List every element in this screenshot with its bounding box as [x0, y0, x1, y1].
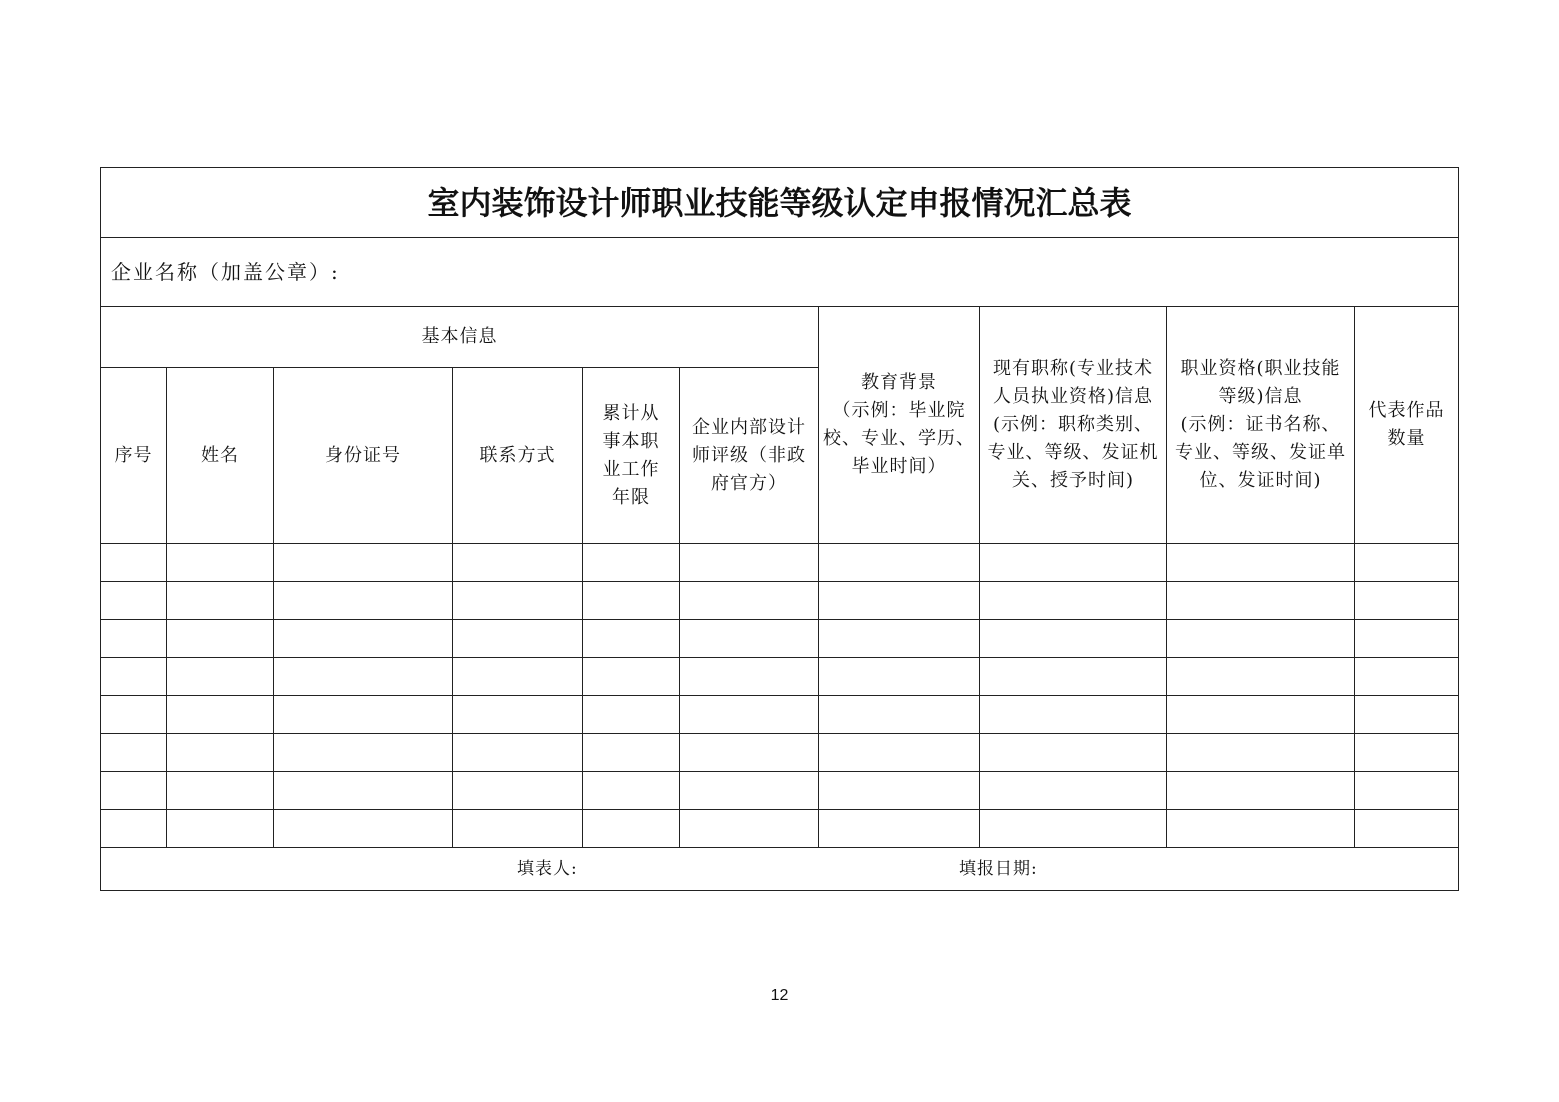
entry-cell[interactable] — [680, 658, 819, 696]
entry-cell[interactable] — [274, 810, 453, 848]
entry-cell[interactable] — [980, 658, 1167, 696]
entry-cell[interactable] — [1355, 734, 1459, 772]
entry-cell[interactable] — [274, 658, 453, 696]
years-header: 累计从 事本职 业工作 年限 — [583, 368, 680, 544]
seq-header: 序号 — [101, 368, 167, 544]
entry-cell[interactable] — [274, 772, 453, 810]
entry-cell[interactable] — [980, 810, 1167, 848]
entry-cell[interactable] — [1167, 658, 1355, 696]
entry-cell[interactable] — [680, 734, 819, 772]
entry-cell[interactable] — [453, 734, 583, 772]
entry-cell[interactable] — [453, 658, 583, 696]
entry-cell[interactable] — [680, 582, 819, 620]
id-number-header: 身份证号 — [274, 368, 453, 544]
entry-cell[interactable] — [101, 810, 167, 848]
qualification-header: 职业资格(职业技能 等级)信息 (示例：证书名称、 专业、等级、发证单 位、发证时间) — [1167, 307, 1355, 544]
entry-cell[interactable] — [980, 696, 1167, 734]
entry-cell[interactable] — [453, 810, 583, 848]
entry-cell[interactable] — [1355, 582, 1459, 620]
entry-cell[interactable] — [453, 772, 583, 810]
entry-cell[interactable] — [980, 582, 1167, 620]
company-name-field[interactable]: 企业名称（加盖公章）: — [101, 238, 1459, 307]
table-row — [101, 582, 1459, 620]
entry-cell[interactable] — [583, 544, 680, 582]
entry-cell[interactable] — [101, 734, 167, 772]
form-title: 室内装饰设计师职业技能等级认定申报情况汇总表 — [101, 168, 1459, 238]
entry-cell[interactable] — [1167, 696, 1355, 734]
entry-cell[interactable] — [274, 620, 453, 658]
entry-cell[interactable] — [819, 696, 980, 734]
entry-cell[interactable] — [167, 696, 274, 734]
title-row — [101, 168, 1459, 238]
entry-cell[interactable] — [1355, 810, 1459, 848]
entry-cell[interactable] — [274, 696, 453, 734]
entry-cell[interactable] — [583, 582, 680, 620]
entry-cell[interactable] — [167, 772, 274, 810]
entry-cell[interactable] — [1167, 544, 1355, 582]
professional-title-header: 现有职称(专业技术 人员执业资格)信息 (示例：职称类别、 专业、等级、发证机 关、授予时间) — [980, 307, 1167, 544]
entry-cell[interactable] — [680, 620, 819, 658]
entry-cell[interactable] — [167, 582, 274, 620]
entry-cell[interactable] — [819, 544, 980, 582]
entry-cell[interactable] — [167, 544, 274, 582]
entry-cell[interactable] — [101, 620, 167, 658]
name-header: 姓名 — [167, 368, 274, 544]
works-count-header: 代表作品 数量 — [1355, 307, 1459, 544]
entry-cell[interactable] — [583, 772, 680, 810]
entry-cell[interactable] — [453, 696, 583, 734]
entry-cell[interactable] — [101, 544, 167, 582]
entry-cell[interactable] — [1355, 696, 1459, 734]
entry-cell[interactable] — [680, 696, 819, 734]
education-header: 教育背景 （示例：毕业院 校、专业、学历、 毕业时间） — [819, 307, 980, 544]
footer-cell — [101, 848, 1459, 891]
entry-cell[interactable] — [453, 620, 583, 658]
entry-cell[interactable] — [819, 772, 980, 810]
entry-cell[interactable] — [274, 734, 453, 772]
table-row — [101, 734, 1459, 772]
filler-label: 填表人: — [517, 859, 578, 879]
fill-date-label: 填报日期: — [959, 859, 1038, 879]
basic-info-header: 基本信息 — [101, 307, 819, 368]
entry-cell[interactable] — [819, 810, 980, 848]
header-row-1 — [101, 307, 1459, 368]
entry-cell[interactable] — [167, 810, 274, 848]
form-table — [100, 167, 1459, 891]
table-row — [101, 658, 1459, 696]
entry-cell[interactable] — [583, 620, 680, 658]
entry-cell[interactable] — [101, 696, 167, 734]
entry-cell[interactable] — [101, 658, 167, 696]
table-row — [101, 544, 1459, 582]
entry-cell[interactable] — [1167, 620, 1355, 658]
entry-cell[interactable] — [453, 544, 583, 582]
entry-cell[interactable] — [819, 582, 980, 620]
table-row — [101, 620, 1459, 658]
entry-cell[interactable] — [1167, 772, 1355, 810]
entry-cell[interactable] — [980, 772, 1167, 810]
entry-cell[interactable] — [980, 734, 1167, 772]
entry-cell[interactable] — [819, 658, 980, 696]
entry-cell[interactable] — [1355, 658, 1459, 696]
table-row — [101, 810, 1459, 848]
table-row — [101, 772, 1459, 810]
entry-cell[interactable] — [274, 582, 453, 620]
entry-cell[interactable] — [583, 658, 680, 696]
entry-cell[interactable] — [453, 582, 583, 620]
entry-cell[interactable] — [680, 544, 819, 582]
entry-cell[interactable] — [1355, 772, 1459, 810]
entry-cell[interactable] — [680, 810, 819, 848]
entry-cell[interactable] — [980, 620, 1167, 658]
entry-cell[interactable] — [583, 810, 680, 848]
entry-cell[interactable] — [167, 658, 274, 696]
entry-cell[interactable] — [583, 734, 680, 772]
entry-cell[interactable] — [680, 772, 819, 810]
entry-cell[interactable] — [274, 544, 453, 582]
entry-cell[interactable] — [1355, 620, 1459, 658]
entry-cell[interactable] — [101, 582, 167, 620]
footer-row — [101, 848, 1459, 891]
entry-cell[interactable] — [1355, 544, 1459, 582]
entry-cell[interactable] — [819, 734, 980, 772]
data-rows — [101, 544, 1459, 848]
entry-cell[interactable] — [980, 544, 1167, 582]
entry-cell[interactable] — [101, 772, 167, 810]
entry-cell[interactable] — [583, 696, 680, 734]
table-row — [101, 696, 1459, 734]
entry-cell[interactable] — [819, 620, 980, 658]
entry-cell[interactable] — [1167, 582, 1355, 620]
company-row — [101, 238, 1459, 307]
entry-cell[interactable] — [167, 734, 274, 772]
entry-cell[interactable] — [167, 620, 274, 658]
contact-header: 联系方式 — [453, 368, 583, 544]
entry-cell[interactable] — [1167, 734, 1355, 772]
page-number: 12 — [770, 987, 789, 1004]
entry-cell[interactable] — [1167, 810, 1355, 848]
internal-rating-header: 企业内部设计 师评级（非政 府官方） — [680, 368, 819, 544]
